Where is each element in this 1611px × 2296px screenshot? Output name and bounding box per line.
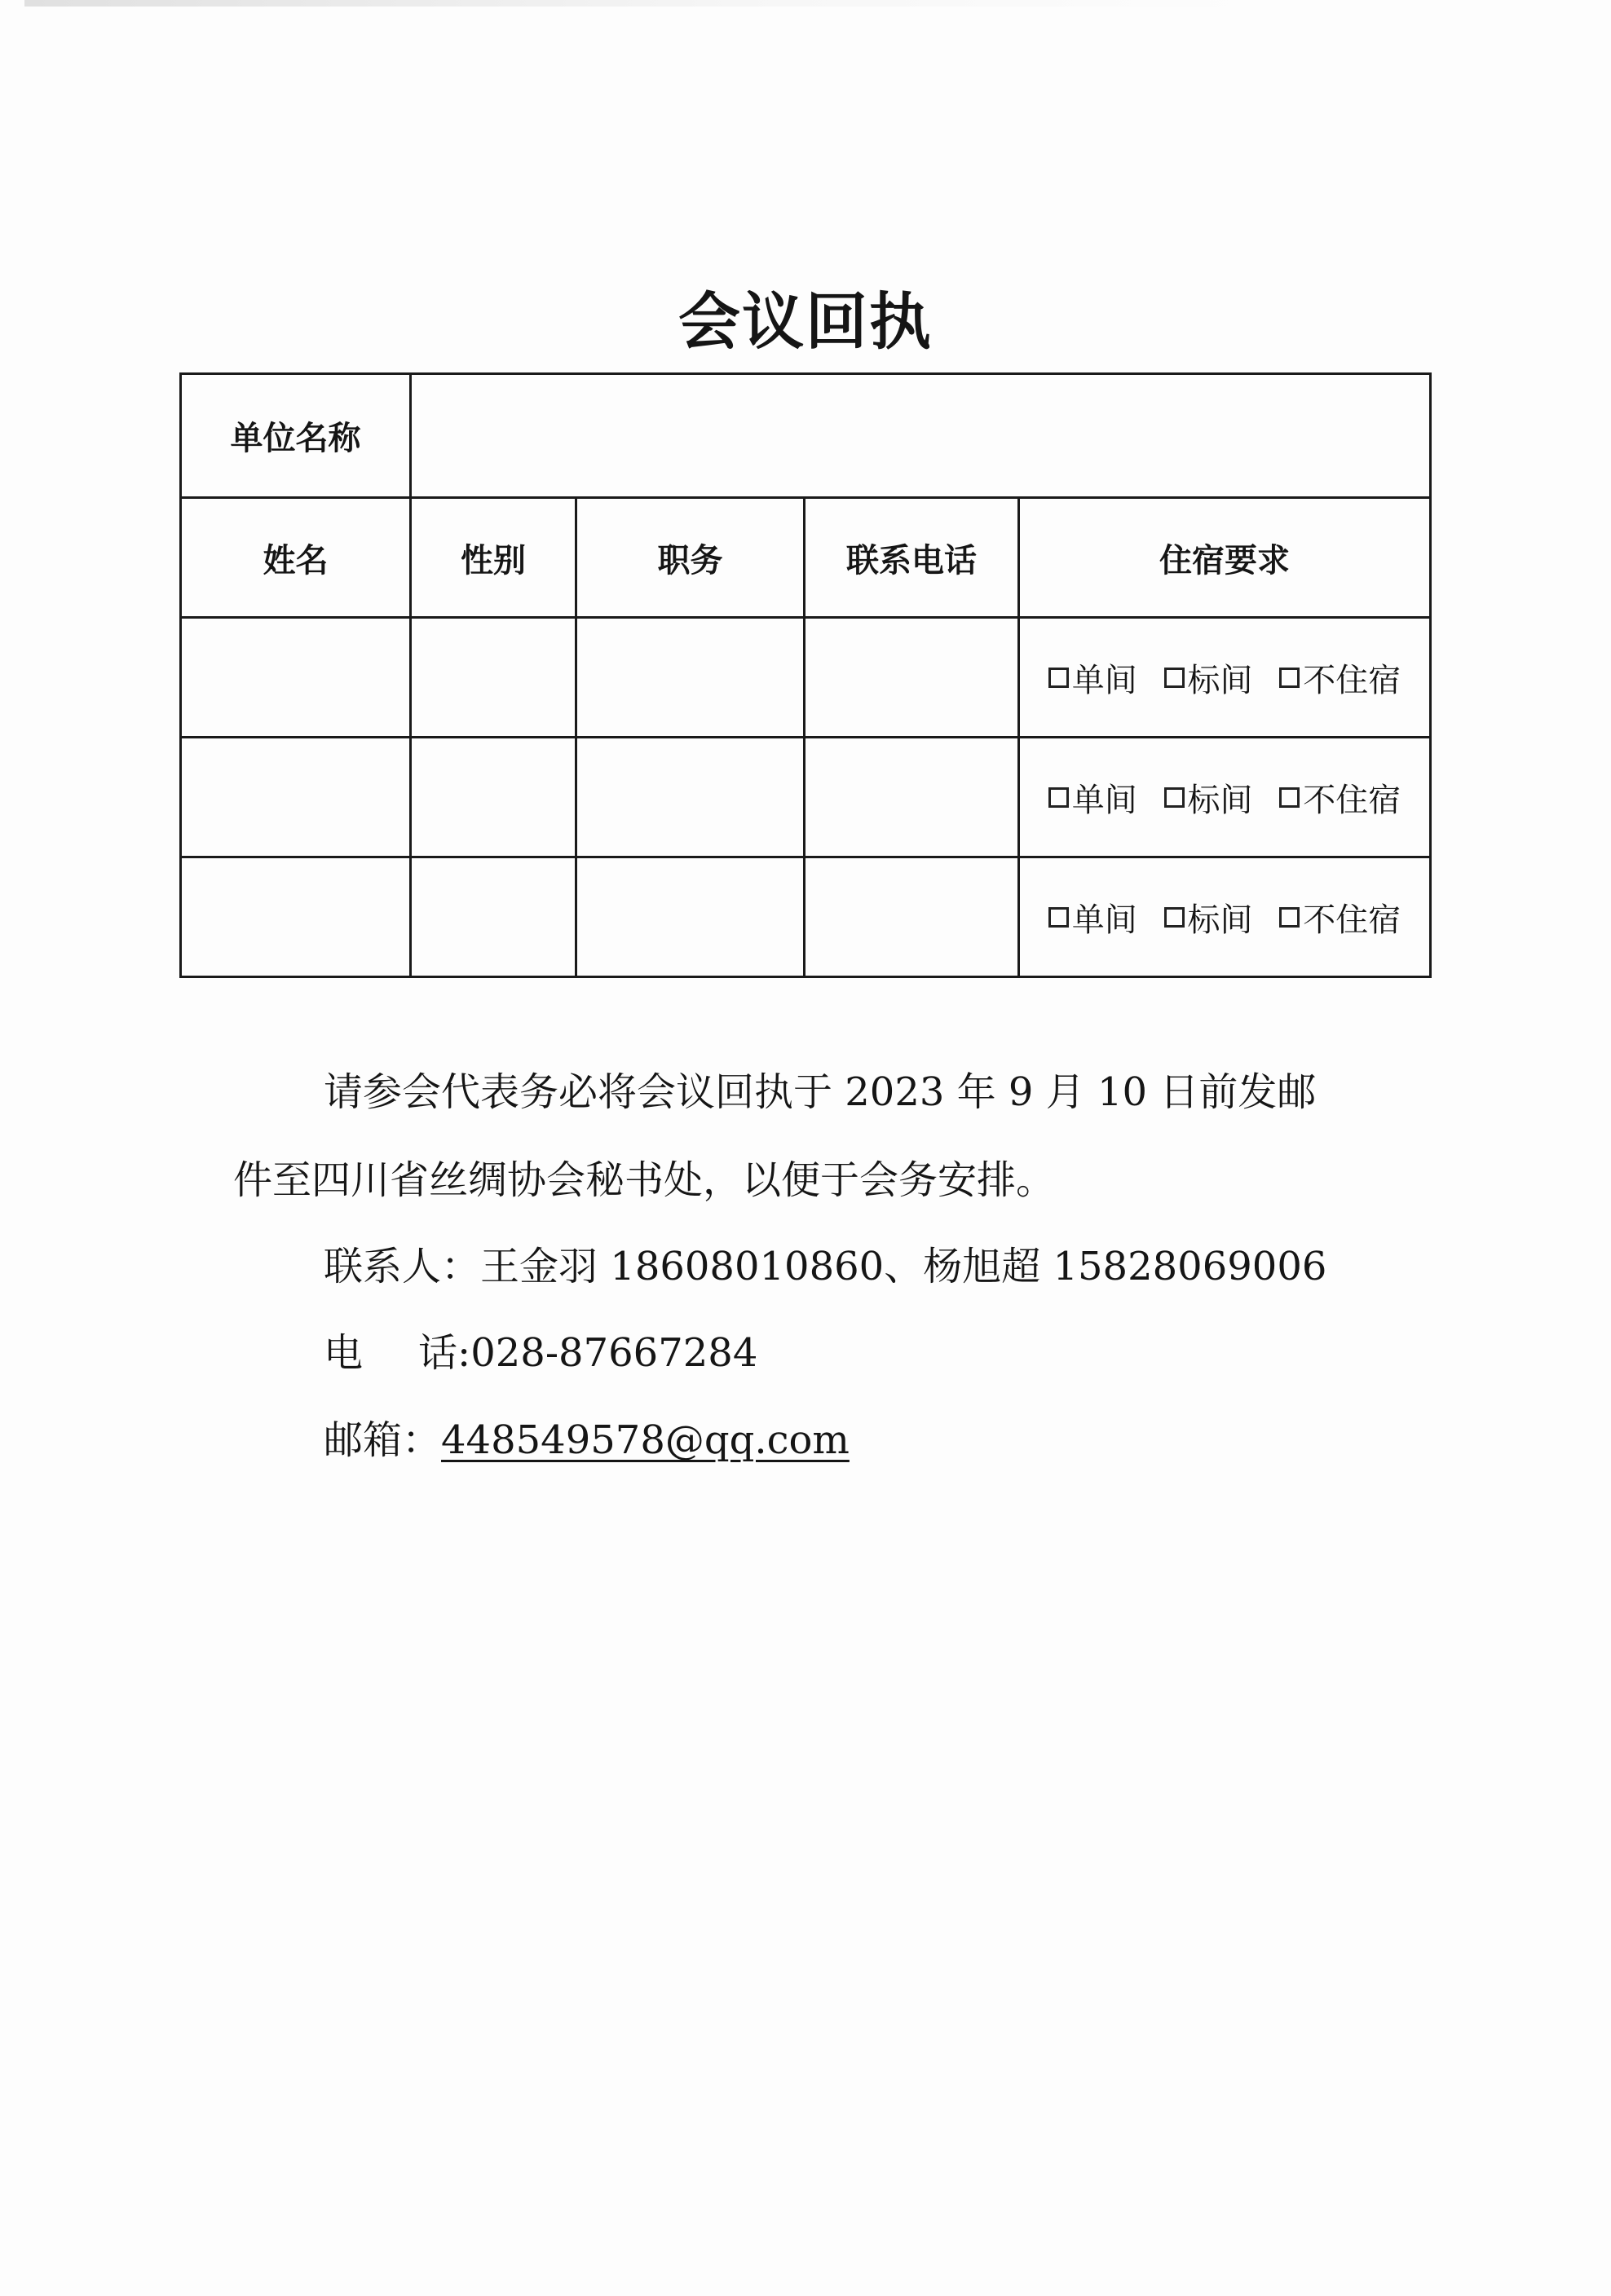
single-room-option[interactable] <box>1048 654 1137 701</box>
lodging-options <box>1019 738 1431 857</box>
checkbox-icon[interactable] <box>1164 907 1185 928</box>
checkbox-icon[interactable] <box>1279 907 1300 928</box>
header-position: 职务 <box>576 498 805 618</box>
checkbox-icon[interactable] <box>1164 787 1185 808</box>
header-row <box>181 498 1431 618</box>
unit-name-field[interactable] <box>411 374 1431 498</box>
contact-line <box>324 1242 1481 1291</box>
email-line <box>324 1416 1481 1465</box>
no-lodging-option[interactable] <box>1279 774 1401 821</box>
phone-cell[interactable] <box>805 857 1019 977</box>
no-lodging-option[interactable] <box>1279 654 1401 701</box>
table-row <box>181 618 1431 738</box>
single-room-label: 单间 <box>1071 781 1137 819</box>
no-lodging-option[interactable] <box>1279 894 1401 941</box>
no-lodging-label: 不住宿 <box>1303 661 1401 699</box>
gender-cell[interactable] <box>411 738 576 857</box>
checkbox-icon[interactable] <box>1048 668 1069 688</box>
page-title: 会议回执 <box>678 285 933 358</box>
single-room-label: 单间 <box>1071 661 1137 699</box>
lodging-options <box>1019 857 1431 977</box>
standard-room-label: 标间 <box>1187 661 1253 699</box>
standard-room-option[interactable] <box>1164 774 1253 821</box>
telephone-label-char-2: 话: <box>418 1330 471 1376</box>
standard-room-option[interactable] <box>1164 894 1253 941</box>
notice-line-2: 件至四川省丝绸协会秘书处，以便于会务安排。 <box>233 1157 1056 1203</box>
name-cell[interactable] <box>181 738 411 857</box>
standard-room-option[interactable] <box>1164 654 1253 701</box>
telephone-line <box>324 1329 1481 1377</box>
single-room-option[interactable] <box>1048 894 1137 941</box>
no-lodging-label: 不住宿 <box>1303 901 1401 939</box>
unit-name-label: 单位名称 <box>181 374 411 498</box>
standard-room-label: 标间 <box>1187 901 1253 939</box>
contact-value: 王金羽 18608010860、杨旭超 15828069006 <box>480 1244 1327 1289</box>
no-lodging-label: 不住宿 <box>1303 781 1401 819</box>
standard-room-label: 标间 <box>1187 781 1253 819</box>
checkbox-icon[interactable] <box>1048 787 1069 808</box>
scan-edge-mark <box>24 0 1247 7</box>
contact-label: 联系人： <box>324 1244 481 1289</box>
phone-cell[interactable] <box>805 738 1019 857</box>
notice-line-1: 请参会代表务必将会议回执于 2023 年 9 月 10 日前发邮 <box>324 1069 1317 1115</box>
gender-cell[interactable] <box>411 857 576 977</box>
single-room-option[interactable] <box>1048 774 1137 821</box>
single-room-label: 单间 <box>1071 901 1137 939</box>
receipt-form-table <box>179 372 1432 978</box>
checkbox-icon[interactable] <box>1279 787 1300 808</box>
phone-cell[interactable] <box>805 618 1019 738</box>
position-cell[interactable] <box>576 738 805 857</box>
checkbox-icon[interactable] <box>1279 668 1300 688</box>
telephone-value: 028-87667284 <box>470 1330 758 1376</box>
unit-row <box>181 374 1431 498</box>
gender-cell[interactable] <box>411 618 576 738</box>
header-phone: 联系电话 <box>805 498 1019 618</box>
position-cell[interactable] <box>576 857 805 977</box>
header-gender: 性别 <box>411 498 576 618</box>
position-cell[interactable] <box>576 618 805 738</box>
lodging-options <box>1019 618 1431 738</box>
name-cell[interactable] <box>181 857 411 977</box>
email-link[interactable]: 448549578@qq.com <box>441 1417 850 1463</box>
header-lodging: 住宿要求 <box>1019 498 1431 618</box>
checkbox-icon[interactable] <box>1048 907 1069 928</box>
email-label: 邮箱： <box>324 1417 442 1463</box>
name-cell[interactable] <box>181 618 411 738</box>
checkbox-icon[interactable] <box>1164 668 1185 688</box>
table-row <box>181 738 1431 857</box>
telephone-label-char-1: 电 <box>324 1330 364 1376</box>
table-row <box>181 857 1431 977</box>
header-name: 姓名 <box>181 498 411 618</box>
